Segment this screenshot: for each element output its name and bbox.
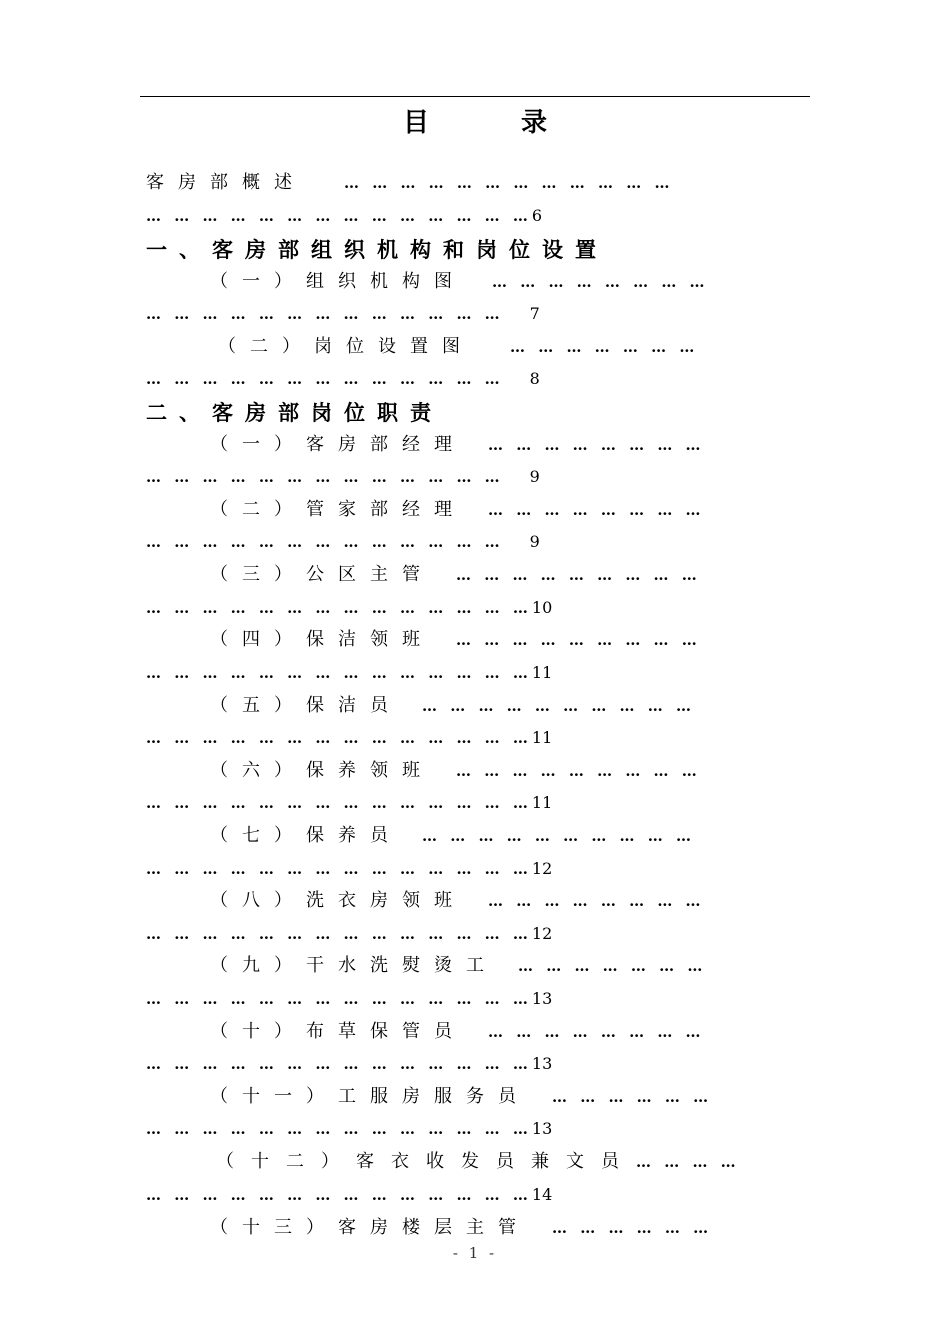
toc-entry-uniform-room-attendant-continued (146, 1114, 790, 1144)
toc-entry-text: （三）公区主管 (210, 564, 434, 585)
toc-entry-cleaning-foreman[interactable] (146, 625, 790, 655)
toc-entry-public-area-supervisor-continued (146, 593, 790, 623)
leader-dots: … … … … … … … (510, 338, 699, 356)
toc-entry-maintenance-foreman[interactable] (146, 756, 790, 786)
leader-dots: … … … … … … … … (492, 273, 709, 291)
toc-entry-text: （十二）客衣收发员兼文员 (216, 1151, 636, 1172)
leader-dots: … … … … … … … … … … … … … (146, 468, 504, 486)
toc-page-number: 9 (529, 467, 540, 486)
leader-dots: … … … … … … … … … (456, 631, 701, 649)
leader-dots: … … … … … … … … … … … … … … (146, 990, 532, 1008)
toc-page-number: 10 (531, 598, 553, 617)
toc-entry-housekeeping-manager[interactable] (146, 495, 790, 525)
leader-dots: … … … … … … … … … … … … … (146, 370, 504, 388)
leader-dots: … … … … … … (552, 1088, 713, 1106)
header-rule (140, 96, 810, 97)
toc-entry-maintenance-worker[interactable] (146, 821, 790, 851)
leader-dots: … … … … … … … … … … … … … … (146, 794, 532, 812)
leader-dots: … … … … … … … … … … … … (344, 174, 674, 192)
toc-entry-text: （十）布草保管员 (210, 1021, 466, 1042)
toc-entry-text: （七）保养员 (210, 825, 402, 846)
toc-entry-guest-laundry-clerk[interactable] (146, 1147, 790, 1177)
leader-dots: … … … … … … … … … (456, 762, 701, 780)
toc-page-number: 12 (531, 859, 553, 878)
toc-entry-text: （四）保洁领班 (210, 629, 434, 650)
toc-entry-cleaner[interactable] (146, 691, 790, 721)
leader-dots: … … … … … … … … … … … … … … (146, 1055, 532, 1073)
leader-dots: … … … … … … … … … … … … … … (146, 729, 532, 747)
toc-entry-maintenance-foreman-continued (146, 788, 790, 818)
leader-dots: … … … … … … … (518, 957, 707, 975)
toc-entry-text: （一）客房部经理 (210, 434, 466, 455)
toc-entry-post-chart[interactable] (146, 332, 790, 362)
toc-page-number: 8 (529, 369, 540, 388)
leader-dots: … … … … … … (552, 1219, 713, 1237)
leader-dots: … … … … … … … … (488, 501, 705, 519)
toc-page-number: 7 (529, 304, 540, 323)
toc-entry-public-area-supervisor[interactable] (146, 560, 790, 590)
leader-dots: … … … … … … … … … … … … … … (146, 1120, 532, 1138)
toc-section-heading-1[interactable] (146, 235, 790, 265)
leader-dots: … … … … … … … … … … (422, 827, 695, 845)
toc-page-number: 11 (531, 728, 553, 747)
toc-entry-cleaning-foreman-continued (146, 658, 790, 688)
toc-entry-dry-wet-ironer[interactable] (146, 951, 790, 981)
page-footer-number: - 1 - (452, 1244, 498, 1262)
toc-entry-dry-wet-ironer-continued (146, 984, 790, 1014)
toc-entry-guest-laundry-clerk-continued (146, 1180, 790, 1210)
toc-entry-text: （九）干水洗熨烫工 (210, 955, 498, 976)
toc-entry-linen-keeper[interactable] (146, 1017, 790, 1047)
toc-heading-text: 二、客房部岗位职责 (146, 400, 443, 425)
toc-entry-text: （十三）客房楼层主管 (210, 1217, 530, 1238)
toc-page-number: 13 (531, 989, 553, 1008)
toc-entry-maintenance-worker-continued (146, 854, 790, 884)
toc-entry-text: （二）岗位设置图 (218, 336, 474, 357)
toc-entry-text: （六）保养领班 (210, 760, 434, 781)
toc-entry-text: （一）组织机构图 (210, 271, 466, 292)
toc-entry-text: （八）洗衣房领班 (210, 890, 466, 911)
toc-page-number: 11 (531, 663, 553, 682)
toc-heading-text: 一、客房部组织机构和岗位设置 (146, 237, 608, 262)
leader-dots: … … … … … … … … … … … … … (146, 533, 504, 551)
toc-entry-laundry-foreman-continued (146, 919, 790, 949)
toc-entry-cleaner-continued (146, 723, 790, 753)
leader-dots: … … … … … … … … … … … … … … (146, 599, 532, 617)
leader-dots: … … … … … … … … … … … … … … (146, 1186, 532, 1204)
leader-dots: … … … … … … … … … … … … … … (146, 860, 532, 878)
toc-entry-uniform-room-attendant[interactable] (146, 1082, 790, 1112)
toc-entry-housekeeping-manager-continued (146, 527, 790, 557)
toc-page-number: 13 (531, 1054, 553, 1073)
toc-entry-org-chart[interactable] (146, 267, 790, 297)
toc-page-number: 14 (531, 1185, 553, 1204)
toc-entry-text: （十一）工服房服务员 (210, 1086, 530, 1107)
toc-section-heading-2[interactable] (146, 398, 790, 428)
leader-dots: … … … … … … … … … (456, 566, 701, 584)
leader-dots: … … … … … … … … … … … … … (146, 305, 504, 323)
toc-entry-overview-continued (146, 201, 790, 231)
toc-entry-room-manager-continued (146, 462, 790, 492)
toc-page-number: 6 (531, 206, 543, 225)
toc-entry-text: 客房部概述 (146, 172, 306, 193)
toc-page-number: 11 (531, 793, 553, 812)
toc-entry-floor-supervisor[interactable] (146, 1213, 790, 1243)
leader-dots: … … … … … … … … … … … … … … (146, 207, 532, 225)
toc-page-number: 12 (531, 924, 553, 943)
leader-dots: … … … … … … … … (488, 892, 705, 910)
toc-entry-text: （五）保洁员 (210, 695, 402, 716)
toc-entry-org-chart-continued (146, 299, 790, 329)
page-title (0, 102, 950, 139)
leader-dots: … … … … … … … … (488, 436, 705, 454)
title-char-1: 目 (402, 108, 429, 138)
toc-page-number: 9 (529, 532, 540, 551)
leader-dots: … … … … … … … … … … (422, 697, 695, 715)
leader-dots: … … … … … … … … … … … … … … (146, 664, 532, 682)
leader-dots: … … … … (636, 1153, 740, 1171)
toc-entry-post-chart-continued (146, 364, 790, 394)
toc-entry-overview[interactable] (146, 168, 790, 198)
title-char-2: 录 (521, 108, 548, 138)
leader-dots: … … … … … … … … (488, 1023, 705, 1041)
toc-entry-text: （二）管家部经理 (210, 499, 466, 520)
toc-entry-laundry-foreman[interactable] (146, 886, 790, 916)
toc-page-number: 13 (531, 1119, 553, 1138)
leader-dots: … … … … … … … … … … … … … … (146, 925, 532, 943)
toc-entry-linen-keeper-continued (146, 1049, 790, 1079)
toc-entry-room-manager[interactable] (146, 430, 790, 460)
